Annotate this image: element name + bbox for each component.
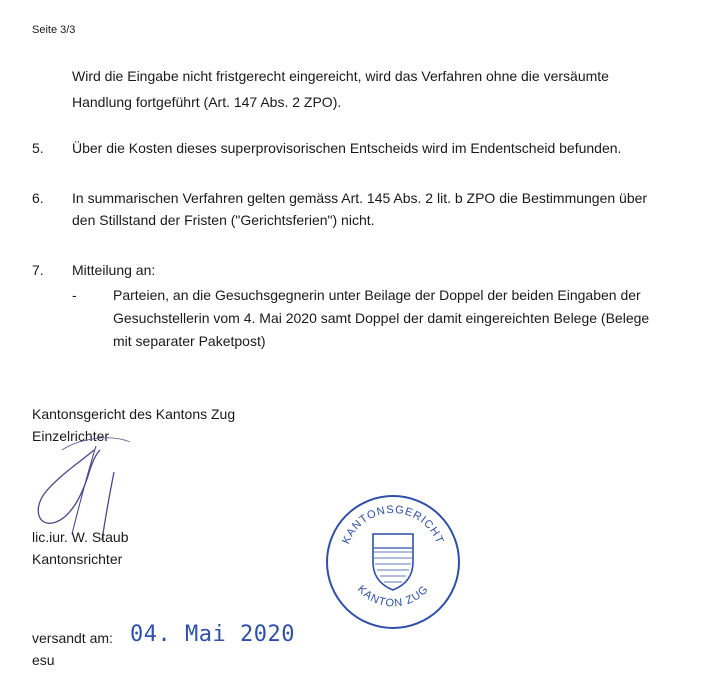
item7-line3: mit separater Paketpost) [113, 333, 266, 349]
item7-line2: Gesuchstellerin vom 4. Mai 2020 samt Doppel der damit eingereichten Belege (Belege [113, 310, 650, 326]
item4-line1: Wird die Eingabe nicht fristgerecht eingereicht, wird das Verfahren ohne die versäumte [72, 68, 609, 84]
item7-bullet: - [72, 287, 77, 303]
sent-label: versandt am: [32, 630, 113, 646]
item5-number: 5. [32, 140, 44, 156]
item5-text: Über die Kosten dieses superprovisorischen Entscheids wird im Endentscheid befunden. [72, 140, 622, 156]
item6-line2: den Stillstand der Fristen ("Gerichtsferien") nicht. [72, 212, 375, 228]
item4-line2: Handlung fortgeführt (Art. 147 Abs. 2 ZPO). [72, 94, 342, 110]
sent-date-stamp: 04. Mai 2020 [130, 622, 295, 647]
item6-line1: In summarischen Verfahren gelten gemäss Art. 145 Abs. 2 lit. b ZPO die Bestimmungen über [72, 190, 648, 206]
court-name: Kantonsgericht des Kantons Zug [32, 406, 236, 422]
stamp-top-text: KANTONSGERICHT [340, 503, 446, 547]
judge-title: Kantonsrichter [32, 551, 123, 567]
clerk-initials: esu [32, 652, 55, 668]
item7-number: 7. [32, 262, 44, 278]
handwritten-signature [22, 432, 162, 542]
item7-title: Mitteilung an: [72, 262, 156, 278]
page-number: Seite 3/3 [32, 24, 76, 36]
court-seal-stamp [318, 482, 468, 632]
coat-of-arms-icon [373, 534, 413, 590]
judge-name: lic.iur. W. Staub [32, 529, 129, 545]
stamp-bottom-text: KANTON ZUG [354, 583, 432, 610]
judge-role: Einzelrichter [32, 428, 110, 444]
item7-line1: Parteien, an die Gesuchsgegnerin unter Beilage der Doppel der beiden Eingaben der [113, 287, 641, 303]
item6-number: 6. [32, 190, 44, 206]
